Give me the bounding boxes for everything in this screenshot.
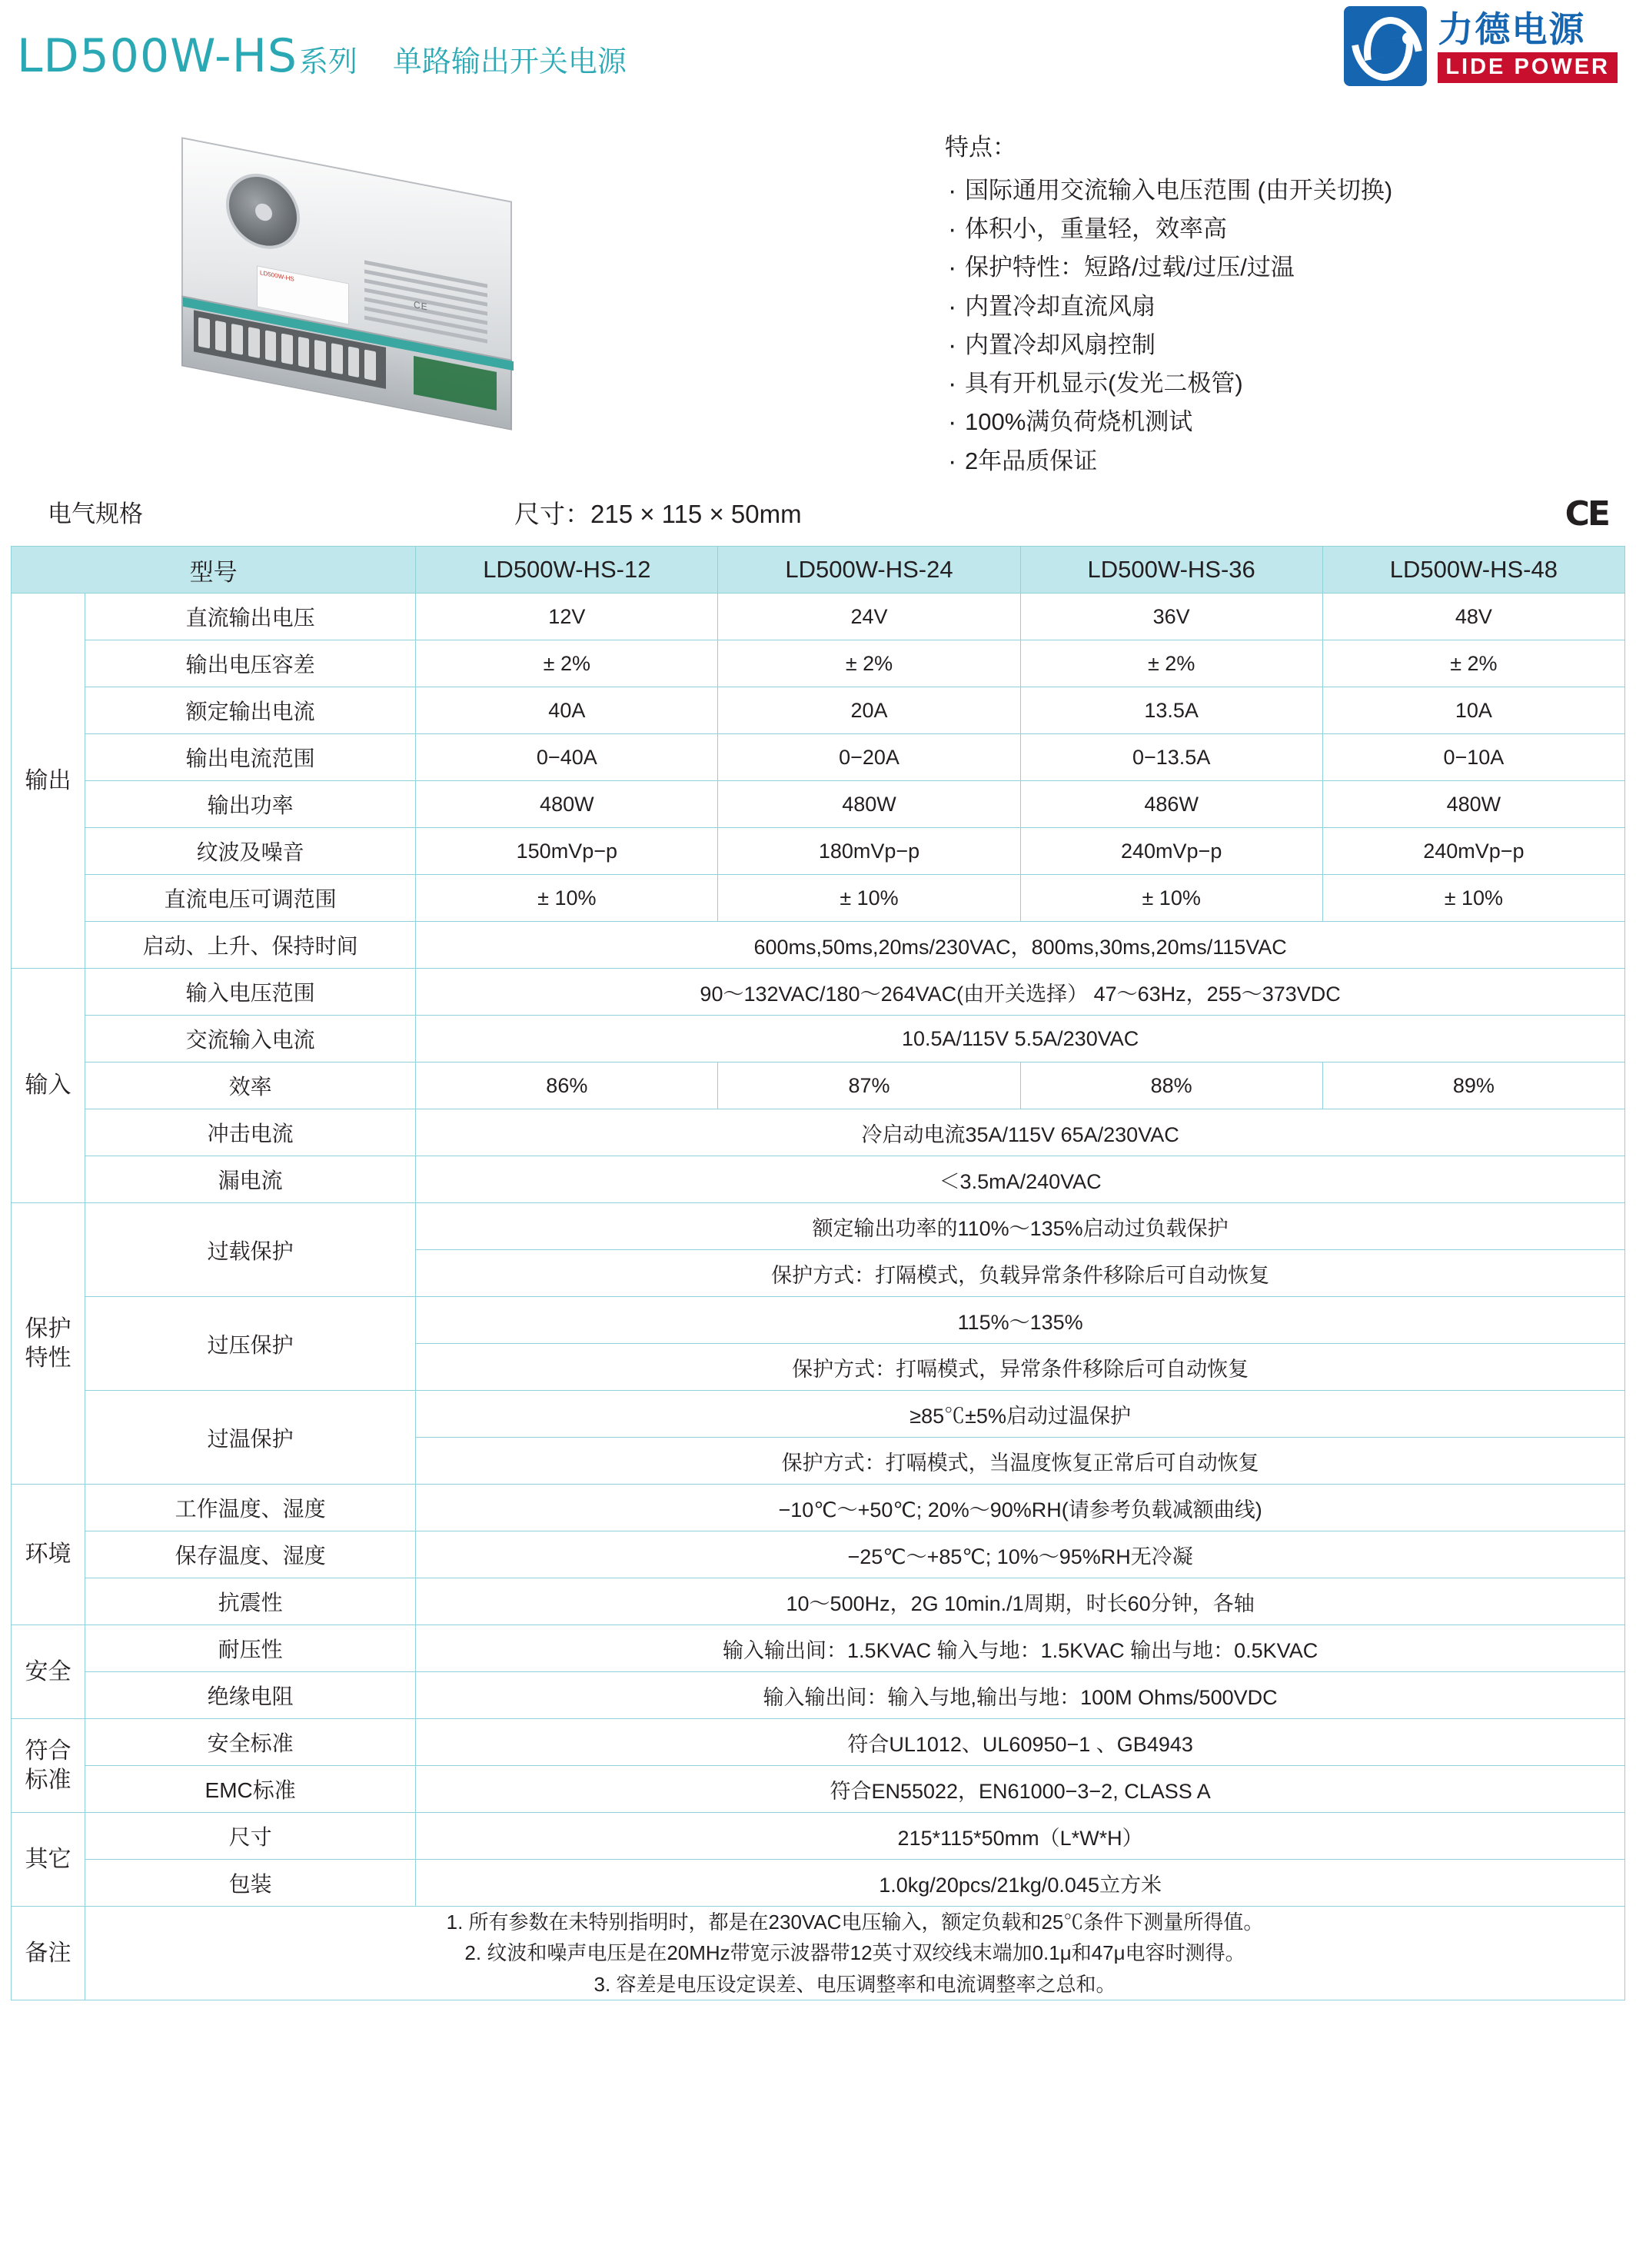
list-item: · 100%满负荷烧机测试 <box>945 403 1606 441</box>
logo-swoosh-icon <box>1344 6 1427 86</box>
cell-voltage-tolerance-48: ± 2% <box>1322 640 1624 687</box>
group-environment: 环境 <box>12 1485 85 1625</box>
row-label-overload-protection: 过载保护 <box>85 1203 416 1297</box>
list-item: · 内置冷却风扇控制 <box>945 326 1606 364</box>
cell-safety-standard: 符合UL1012、UL60950−1 、GB4943 <box>416 1719 1625 1766</box>
cell-rated-current-12: 40A <box>416 687 718 734</box>
row-label-vibration: 抗震性 <box>85 1578 416 1625</box>
features-list <box>945 128 1606 481</box>
title-subtitle: 单路输出开关电源 <box>392 46 627 78</box>
list-item: · 具有开机显示(发光二极管) <box>945 364 1606 403</box>
cell-output-power-12: 480W <box>416 781 718 828</box>
logo-english-name: LIDE POWER <box>1438 52 1618 83</box>
cell-inrush-current: 冷启动电流35A/115V 65A/230VAC <box>416 1109 1625 1156</box>
table-row <box>12 1485 1625 1531</box>
table-row <box>12 1672 1625 1719</box>
row-label-insulation-resistance: 绝缘电阻 <box>85 1672 416 1719</box>
cell-rated-current-36: 13.5A <box>1020 687 1322 734</box>
group-standards <box>12 1719 85 1813</box>
cell-ac-input-current: 10.5A/115V 5.5A/230VAC <box>416 1016 1625 1063</box>
row-label-overtemp-protection: 过温保护 <box>85 1391 416 1485</box>
cell-insulation-resistance: 输入输出间：输入与地,输出与地：100M Ohms/500VDC <box>416 1672 1625 1719</box>
cell-ripple-noise-36: 240mVp−p <box>1020 828 1322 875</box>
product-label: LD500W-HS <box>257 265 349 324</box>
group-standards-line1: 符合 <box>25 1738 71 1764</box>
title-series: 系列 <box>298 46 357 78</box>
header-model: 型号 <box>12 547 416 594</box>
table-row <box>12 828 1625 875</box>
cell-startup-rise-hold: 600ms,50ms,20ms/230VAC，800ms,30ms,20ms/115VAC <box>416 922 1625 969</box>
header-model-48: LD500W-HS-48 <box>1322 547 1624 594</box>
cell-ripple-noise-24: 180mVp−p <box>718 828 1020 875</box>
row-label-startup-rise-hold: 启动、上升、保持时间 <box>85 922 416 969</box>
row-label-leakage-current: 漏电流 <box>85 1156 416 1203</box>
table-row <box>12 1016 1625 1063</box>
table-row <box>12 640 1625 687</box>
cell-current-range-12: 0−40A <box>416 734 718 781</box>
cell-overvoltage-protection-1: 115%～135% <box>416 1297 1625 1344</box>
row-label-current-range: 输出电流范围 <box>85 734 416 781</box>
table-row <box>12 922 1625 969</box>
cell-efficiency-12: 86% <box>416 1063 718 1109</box>
table-row <box>12 875 1625 922</box>
row-label-dimension: 尺寸 <box>85 1813 416 1860</box>
table-row <box>12 734 1625 781</box>
row-label-ac-input-current: 交流输入电流 <box>85 1016 416 1063</box>
row-label-inrush-current: 冲击电流 <box>85 1109 416 1156</box>
remark-line-3: 3. 容差是电压设定误差、电压调整率和电流调整率之总和。 <box>594 1972 1116 1996</box>
cell-ripple-noise-12: 150mVp−p <box>416 828 718 875</box>
row-label-packing: 包装 <box>85 1860 416 1907</box>
table-row <box>12 781 1625 828</box>
table-row <box>12 1063 1625 1109</box>
group-protection-line2: 特性 <box>25 1345 71 1371</box>
row-label-working-temp: 工作温度、湿度 <box>85 1485 416 1531</box>
row-label-input-voltage-range: 输入电压范围 <box>85 969 416 1016</box>
page-title <box>17 29 627 83</box>
table-row <box>12 1109 1625 1156</box>
cell-overtemp-protection-1: ≥85℃±5%启动过温保护 <box>416 1391 1625 1438</box>
title-model: LD500W-HS <box>17 29 298 83</box>
header-model-36: LD500W-HS-36 <box>1020 547 1322 594</box>
table-row <box>12 1860 1625 1907</box>
cell-dc-adjust-range-48: ± 10% <box>1322 875 1624 922</box>
group-protection <box>12 1203 85 1485</box>
table-row <box>12 1531 1625 1578</box>
cell-overload-protection-1: 额定输出功率的110%～135%启动过负载保护 <box>416 1203 1625 1250</box>
cell-rated-current-24: 20A <box>718 687 1020 734</box>
cell-current-range-24: 0−20A <box>718 734 1020 781</box>
row-label-dc-output-voltage: 直流输出电压 <box>85 594 416 640</box>
table-row <box>12 1203 1625 1250</box>
cell-dc-output-voltage-24: 24V <box>718 594 1020 640</box>
cell-voltage-tolerance-12: ± 2% <box>416 640 718 687</box>
cell-current-range-36: 0−13.5A <box>1020 734 1322 781</box>
cell-rated-current-48: 10A <box>1322 687 1624 734</box>
logo-chinese-name: 力德电源 <box>1438 8 1586 49</box>
row-label-voltage-tolerance: 输出电压容差 <box>85 640 416 687</box>
cell-dimension: 215*115*50mm（L*W*H） <box>416 1813 1625 1860</box>
cell-output-power-24: 480W <box>718 781 1020 828</box>
list-item: · 体积小，重量轻，效率高 <box>945 210 1606 248</box>
cell-storage-temp: −25℃～+85℃; 10%～95%RH无冷凝 <box>416 1531 1625 1578</box>
group-standards-line2: 标准 <box>25 1767 71 1793</box>
ce-mark-icon: CE <box>1565 494 1608 534</box>
cell-packing: 1.0kg/20pcs/21kg/0.045立方米 <box>416 1860 1625 1907</box>
group-safety: 安全 <box>12 1625 85 1719</box>
table-row <box>12 1297 1625 1344</box>
group-protection-line1: 保护 <box>25 1316 71 1342</box>
cell-dc-output-voltage-48: 48V <box>1322 594 1624 640</box>
list-item: · 2年品质保证 <box>945 442 1606 481</box>
table-row <box>12 1625 1625 1672</box>
features-items <box>945 171 1606 481</box>
group-output: 输出 <box>12 594 85 969</box>
table-row <box>12 1907 1625 2000</box>
group-other: 其它 <box>12 1813 85 1907</box>
remark-line-2: 2. 纹波和噪声电压是在20MHz带宽示波器带12英寸双绞线末端加0.1μ和47μ电容时测得。 <box>464 1941 1245 1965</box>
row-label-output-power: 输出功率 <box>85 781 416 828</box>
remark-line-1: 1. 所有参数在未特别指明时，都是在230VAC电压输入，额定负载和25℃条件下测量所得值。 <box>446 1911 1264 1934</box>
table-header-row <box>12 547 1625 594</box>
list-item: · 保护特性：短路/过载/过压/过温 <box>945 248 1606 287</box>
table-row <box>12 687 1625 734</box>
cell-efficiency-48: 89% <box>1322 1063 1624 1109</box>
cell-overvoltage-protection-2: 保护方式：打嗝模式，异常条件移除后可自动恢复 <box>416 1344 1625 1391</box>
cell-voltage-tolerance-24: ± 2% <box>718 640 1020 687</box>
cell-vibration: 10～500Hz，2G 10min./1周期，时长60分钟，各轴 <box>416 1578 1625 1625</box>
cell-dc-adjust-range-36: ± 10% <box>1020 875 1322 922</box>
cell-input-voltage-range: 90～132VAC/180～264VAC(由开关选择） 47～63Hz，255～373VDC <box>416 969 1625 1016</box>
fan-icon <box>226 167 300 255</box>
cell-leakage-current: ＜3.5mA/240VAC <box>416 1156 1625 1203</box>
cell-emc-standard: 符合EN55022，EN61000−3−2, CLASS A <box>416 1766 1625 1813</box>
cell-current-range-48: 0−10A <box>1322 734 1624 781</box>
list-item: · 国际通用交流输入电压范围 (由开关切换) <box>945 171 1606 210</box>
list-item: · 内置冷却直流风扇 <box>945 288 1606 326</box>
page-header <box>11 0 1625 115</box>
row-label-ripple-noise: 纹波及噪音 <box>85 828 416 875</box>
product-overview <box>11 115 1625 546</box>
cell-ripple-noise-48: 240mVp−p <box>1322 828 1624 875</box>
specification-table <box>11 546 1625 2000</box>
product-ce-text: CE <box>414 298 428 313</box>
table-row <box>12 1719 1625 1766</box>
table-row <box>12 1813 1625 1860</box>
cell-voltage-tolerance-36: ± 2% <box>1020 640 1322 687</box>
electrical-spec-label: 电气规格 <box>48 500 143 527</box>
cell-dc-adjust-range-12: ± 10% <box>416 875 718 922</box>
brand-logo <box>1344 6 1618 86</box>
cell-efficiency-24: 87% <box>718 1063 1020 1109</box>
cell-overload-protection-2: 保护方式：打隔模式，负载异常条件移除后可自动恢复 <box>416 1250 1625 1297</box>
features-title: 特点： <box>945 134 1016 161</box>
table-row <box>12 1766 1625 1813</box>
table-row <box>12 969 1625 1016</box>
cell-dc-output-voltage-36: 36V <box>1020 594 1322 640</box>
logo-text <box>1438 9 1618 84</box>
header-model-12: LD500W-HS-12 <box>416 547 718 594</box>
cell-dc-output-voltage-12: 12V <box>416 594 718 640</box>
header-model-24: LD500W-HS-24 <box>718 547 1020 594</box>
row-label-efficiency: 效率 <box>85 1063 416 1109</box>
cell-dc-adjust-range-24: ± 10% <box>718 875 1020 922</box>
table-row <box>12 1391 1625 1438</box>
row-label-overvoltage-protection: 过压保护 <box>85 1297 416 1391</box>
table-row <box>12 1156 1625 1203</box>
row-label-safety-standard: 安全标准 <box>85 1719 416 1766</box>
cell-working-temp: −10℃～+50℃; 20%～90%RH(请参考负载减额曲线) <box>416 1485 1625 1531</box>
table-row <box>12 1578 1625 1625</box>
group-remark: 备注 <box>12 1907 85 2000</box>
table-row <box>12 594 1625 640</box>
product-photo <box>165 138 580 477</box>
row-label-withstand-voltage: 耐压性 <box>85 1625 416 1672</box>
cell-overtemp-protection-2: 保护方式：打嗝模式，当温度恢复正常后可自动恢复 <box>416 1438 1625 1485</box>
row-label-dc-adjust-range: 直流电压可调范围 <box>85 875 416 922</box>
row-label-rated-current: 额定输出电流 <box>85 687 416 734</box>
cell-output-power-36: 486W <box>1020 781 1322 828</box>
dimensions-label: 尺寸：215 × 115 × 50mm <box>514 500 802 528</box>
cell-efficiency-36: 88% <box>1020 1063 1322 1109</box>
row-label-emc-standard: EMC标准 <box>85 1766 416 1813</box>
power-supply-illustration <box>181 137 512 432</box>
row-label-storage-temp: 保存温度、湿度 <box>85 1531 416 1578</box>
cell-output-power-48: 480W <box>1322 781 1624 828</box>
cell-withstand-voltage: 输入输出间：1.5KVAC 输入与地：1.5KVAC 输出与地：0.5KVAC <box>416 1625 1625 1672</box>
remarks-cell <box>85 1907 1625 2000</box>
group-input: 输入 <box>12 969 85 1203</box>
